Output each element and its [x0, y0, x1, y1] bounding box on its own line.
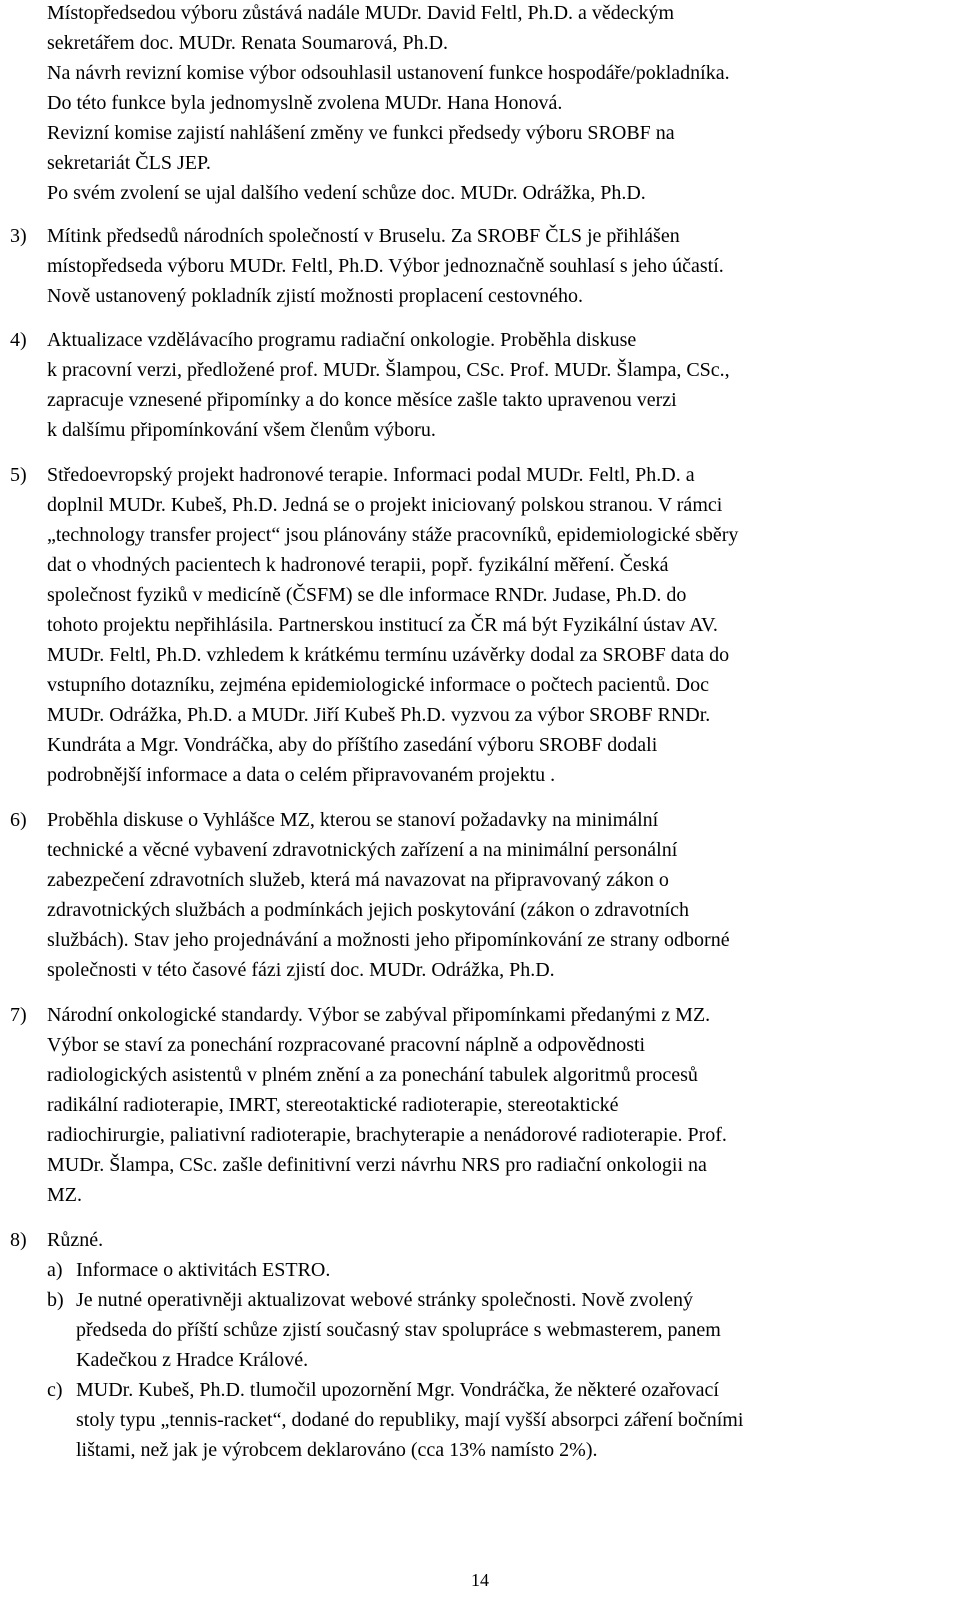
text-line: radiologických asistentů v plném znění a za ponechání tabulek algoritmů procesů: [47, 1064, 698, 1086]
text-line: Do této funkce byla jednomyslně zvolena MUDr. Hana Honová.: [47, 92, 563, 114]
subitem-letter: a): [47, 1259, 63, 1281]
text-line: zdravotnických službách a podmínkách jejich poskytování (zákon o zdravotních: [47, 899, 690, 921]
text-line: radikální radioterapie, IMRT, stereotaktické radioterapie, stereotaktické: [47, 1094, 619, 1116]
text-line: Aktualizace vzdělávacího programu radiační onkologie. Proběhla diskuse: [47, 329, 637, 351]
text-line: službách). Stav jeho projednávání a možnosti jeho připomínkování ze strany odborné: [47, 929, 730, 951]
text-line: sekretariát ČLS JEP.: [47, 152, 211, 174]
text-line: lištami, než jak je výrobcem deklarováno (cca 13% namísto 2%).: [76, 1439, 598, 1461]
item-number: 6): [10, 809, 27, 831]
text-line: Po svém zvolení se ujal dalšího vedení schůze doc. MUDr. Odrážka, Ph.D.: [47, 182, 646, 204]
subitem-letter: b): [47, 1289, 64, 1311]
text-line: podrobnější informace a data o celém připravovaném projektu .: [47, 764, 556, 786]
text-line: sekretářem doc. MUDr. Renata Soumarová, Ph.D.: [47, 32, 449, 54]
item-number: 4): [10, 329, 27, 351]
text-line: společnost fyziků v medicíně (ČSFM) se dle informace RNDr. Judase, Ph.D. do: [47, 584, 687, 606]
text-line: radiochirurgie, paliativní radioterapie, brachyterapie a nenádorové radioterapie. Prof.: [47, 1124, 727, 1146]
text-line: zabezpečení zdravotních služeb, která má navazovat na připravovaný zákon o: [47, 869, 669, 891]
text-line: Na návrh revizní komise výbor odsouhlasil ustanovení funkce hospodáře/pokladníka.: [47, 62, 730, 84]
text-line: „technology transfer project“ jsou plánovány stáže pracovníků, epidemiologické sběry: [47, 524, 739, 546]
text-line: Národní onkologické standardy. Výbor se zabýval připomínkami předanými z MZ.: [47, 1004, 711, 1026]
text-line: MUDr. Feltl, Ph.D. vzhledem k krátkému termínu uzávěrky dodal za SROBF data do: [47, 644, 730, 666]
text-line: zapracuje vznesené připomínky a do konce měsíce zašle takto upravenou verzi: [47, 389, 677, 411]
text-line: doplnil MUDr. Kubeš, Ph.D. Jedná se o projekt iniciovaný polskou stranou. V rámci: [47, 494, 723, 516]
text-line: Proběhla diskuse o Vyhlášce MZ, kterou se stanoví požadavky na minimální: [47, 809, 659, 831]
text-line: Kadečkou z Hradce Králové.: [76, 1349, 309, 1371]
text-line: k pracovní verzi, předložené prof. MUDr. Šlampou, CSc. Prof. MUDr. Šlampa, CSc.,: [47, 359, 730, 381]
text-line: Místopředsedou výboru zůstává nadále MUDr. David Feltl, Ph.D. a vědeckým: [47, 2, 675, 24]
text-line: Různé.: [47, 1229, 104, 1251]
text-line: Středoevropský projekt hadronové terapie. Informaci podal MUDr. Feltl, Ph.D. a: [47, 464, 695, 486]
text-line: společnosti v této časové fázi zjistí doc. MUDr. Odrážka, Ph.D.: [47, 959, 555, 981]
item-number: 3): [10, 225, 27, 247]
text-line: MUDr. Šlampa, CSc. zašle definitivní verzi návrhu NRS pro radiační onkologii na: [47, 1154, 707, 1176]
text-line: tohoto projektu nepřihlásila. Partnerskou institucí za ČR má být Fyzikální ústav AV.: [47, 614, 718, 636]
text-line: k dalšímu připomínkování všem členům výboru.: [47, 419, 436, 441]
text-line: předseda do příští schůze zjistí současný stav spolupráce s webmasterem, panem: [76, 1319, 721, 1341]
subitem-letter: c): [47, 1379, 63, 1401]
text-line: Výbor se staví za ponechání rozpracované pracovní náplně a odpovědnosti: [47, 1034, 646, 1056]
text-line: Kundráta a Mgr. Vondráčka, aby do příštího zasedání výboru SROBF dodali: [47, 734, 658, 756]
text-line: Mítink předsedů národních společností v Bruselu. Za SROBF ČLS je přihlášen: [47, 225, 680, 247]
text-line: Revizní komise zajistí nahlášení změny ve funkci předsedy výboru SROBF na: [47, 122, 675, 144]
text-line: technické a věcné vybavení zdravotnických zařízení a na minimální personální: [47, 839, 678, 861]
text-line: Je nutné operativněji aktualizovat webové stránky společnosti. Nově zvolený: [76, 1289, 694, 1311]
text-line: Nově ustanovený pokladník zjistí možnosti proplacení cestovného.: [47, 285, 583, 307]
text-line: stoly typu „tennis-racket“, dodané do republiky, mají vyšší absorpci záření bočními: [76, 1409, 744, 1431]
text-line: místopředseda výboru MUDr. Feltl, Ph.D. Výbor jednoznačně souhlasí s jeho účastí.: [47, 255, 724, 277]
text-line: MUDr. Odrážka, Ph.D. a MUDr. Jiří Kubeš Ph.D. vyzvou za výbor SROBF RNDr.: [47, 704, 711, 726]
item-number: 7): [10, 1004, 27, 1026]
page-number: 14: [471, 1570, 489, 1590]
text-line: MZ.: [47, 1184, 82, 1206]
text-line: Informace o aktivitách ESTRO.: [76, 1259, 331, 1281]
text-line: dat o vhodných pacientech k hadronové terapii, popř. fyzikální měření. Česká: [47, 554, 669, 576]
item-number: 8): [10, 1229, 27, 1251]
item-number: 5): [10, 464, 27, 486]
text-line: vstupního dotazníku, zejména epidemiologické informace o počtech pacientů. Doc: [47, 674, 709, 696]
text-line: MUDr. Kubeš, Ph.D. tlumočil upozornění Mgr. Vondráčka, že některé ozařovací: [76, 1379, 719, 1401]
